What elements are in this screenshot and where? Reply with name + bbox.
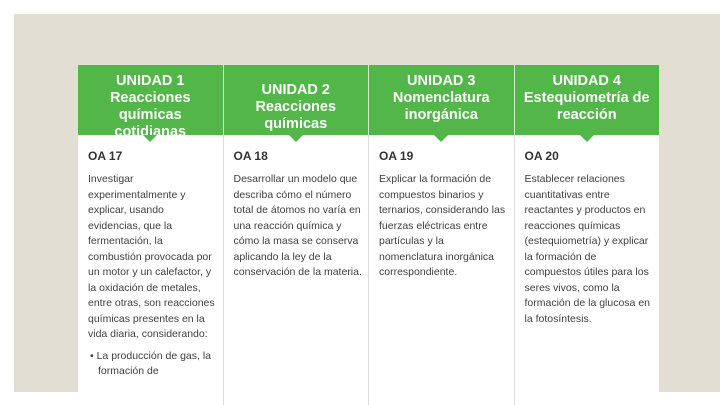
unit-2-header [224, 65, 370, 135]
unit-1-objective [78, 135, 224, 405]
unit-2-objective [224, 135, 370, 405]
unit-2-label: UNIDAD 2 [261, 82, 330, 98]
unit-3-title-line-1: Nomenclatura [392, 90, 490, 106]
unit-header-row [78, 65, 659, 140]
unit-1-label: UNIDAD 1 [116, 73, 185, 89]
oa-20-description: Establecer relaciones cuantitativas entre reactantes y productos en reacciones químicas (estequiometría) y explicar la formación de compuestos útiles para los seres vivos, como la formación de la glucosa en la fotosíntesis. [524, 173, 650, 325]
oa-17-bullet: • La producción de gas, la formación de [90, 349, 212, 377]
unit-2-title-line-1: Reacciones químicas [255, 99, 337, 132]
unit-4-objective [515, 135, 660, 405]
unit-4-label: UNIDAD 4 [552, 73, 621, 89]
objectives-row [78, 135, 659, 405]
unit-3-label: UNIDAD 3 [407, 73, 476, 89]
oa-19-code: OA 19 [379, 149, 414, 163]
oa-18-code: OA 18 [233, 149, 268, 163]
unit-1-title-line-1: Reacciones químicas [109, 90, 191, 123]
unit-4-title-line-2: reacción [556, 107, 617, 123]
oa-18-description: Desarrollar un modelo que describa cómo el número total de átomos no varía en una reacción química y cómo la masa se conserva aplicando la ley de la conservación de la materia. [233, 173, 362, 278]
unit-3-header [369, 65, 515, 135]
oa-19-description: Explicar la formación de compuestos binarios y ternarios, considerando las fuerzas eléctricas entre partículas y la nomenclatura inorgánica correspondiente. [379, 173, 506, 278]
curriculum-table [78, 65, 659, 405]
unit-3-objective [369, 135, 515, 405]
oa-17-code: OA 17 [88, 149, 123, 163]
unit-4-title-line-1: Estequiometría de [523, 90, 650, 106]
oa-17-description: Investigar experimentalmente y explicar, usando evidencias, que la fermentación, la combustión provocada por un motor y un calefactor, y la oxidación de metales, entre otras, son reacciones químicas presentes en la vida diaria, considerando: [88, 173, 215, 340]
unit-4-header [515, 65, 660, 135]
unit-1-title-line-2: cotidianas [114, 124, 187, 140]
oa-20-code: OA 20 [524, 149, 559, 163]
unit-3-title-line-2: inorgánica [404, 107, 478, 123]
unit-1-header [78, 65, 224, 140]
